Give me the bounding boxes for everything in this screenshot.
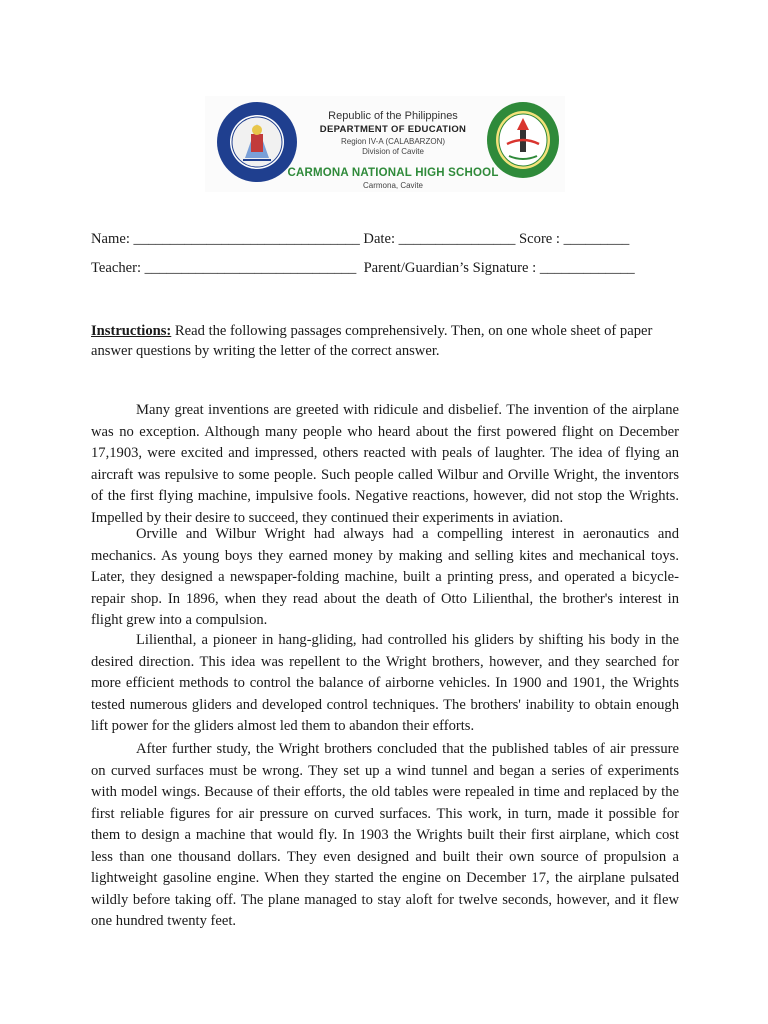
department-label: DEPARTMENT OF EDUCATION — [319, 124, 467, 135]
school-seal-logo — [485, 100, 561, 180]
name-date-score-line[interactable]: Name: _______________________________ Date: ________________ Score : _________ — [91, 231, 630, 247]
passage-paragraph-3: Lilienthal, a pioneer in hang-gliding, had controlled his gliders by shifting his body in the desired direction. This idea was repellent to the Wright brothers, however, and they searched for more efficient methods to control the balance of airborne vehicles. In 1900 and 1901, the Wrights tested numerous gliders and developed control techniques. The brothers' inability to obtain enough lift power for the gliders almost led them to abandon their efforts. — [91, 632, 679, 734]
school-name: CARMONA NATIONAL HIGH SCHOOL — [287, 167, 499, 179]
passage-paragraph-2: Orville and Wilbur Wright had always had a compelling interest in aeronautics and mechanics. As young boys they earned money by making and selling kites and mechanical toys. Later, they designed a newspaper-folding machine, built a printing press, and operated a bicycle-repair shop. In 1896, when they read about the death of Otto Lilienthal, the brother's interest in flight grew into a compulsion. — [91, 526, 679, 628]
instructions — [91, 321, 681, 361]
instructions-label: Instructions: — [91, 323, 172, 339]
teacher-signature-line[interactable]: Teacher: _____________________________ Parent/Guardian’s Signature : _____________ — [91, 260, 635, 276]
letterhead — [205, 96, 565, 192]
passage-paragraph-4: After further study, the Wright brothers concluded that the published tables of air pressure on curved surfaces must be wrong. They set up a wind tunnel and began a series of experiments with model wings. Because of their efforts, the old tables were repealed in time and replaced by the first reliable figures for air pressure on curved surfaces. This work, in turn, made it possible for them to design a machine that would fly. In 1903 the Wrights built their first airplane, which cost less than one thousand dollars. They even designed and built their own source of propulsion a lightweight gasoline engine. When they started the engine on December 17, the airplane pulsated wildly before taking off. The plane managed to stay aloft for twelve seconds, however, and it flew one hundred twenty feet. — [91, 741, 679, 929]
republic-label: Republic of the Philippines — [328, 110, 458, 122]
school-location: Carmona, Cavite — [362, 181, 424, 190]
division-label: Division of Cavite — [362, 147, 424, 156]
instructions-text: Read the following passages comprehensively. Then, on one whole sheet of paper answer questions by writing the letter of the correct answer. — [91, 323, 653, 359]
region-label: Region IV-A (CALABARZON) — [340, 137, 446, 146]
passage-paragraph-1: Many great inventions are greeted with ridicule and disbelief. The invention of the airplane was no exception. Although many people who heard about the first powered flight on December 17,1903, were excited and impressed, others reacted with peals of laughter. The idea of flying an aircraft was repulsive to some people. Such people called Wilbur and Orville Wright, the inventors of the first flying machine, impulsive fools. Negative reactions, however, did not stop the Wrights. Impelled by their desire to succeed, they continued their experiments in aviation. — [91, 402, 679, 526]
